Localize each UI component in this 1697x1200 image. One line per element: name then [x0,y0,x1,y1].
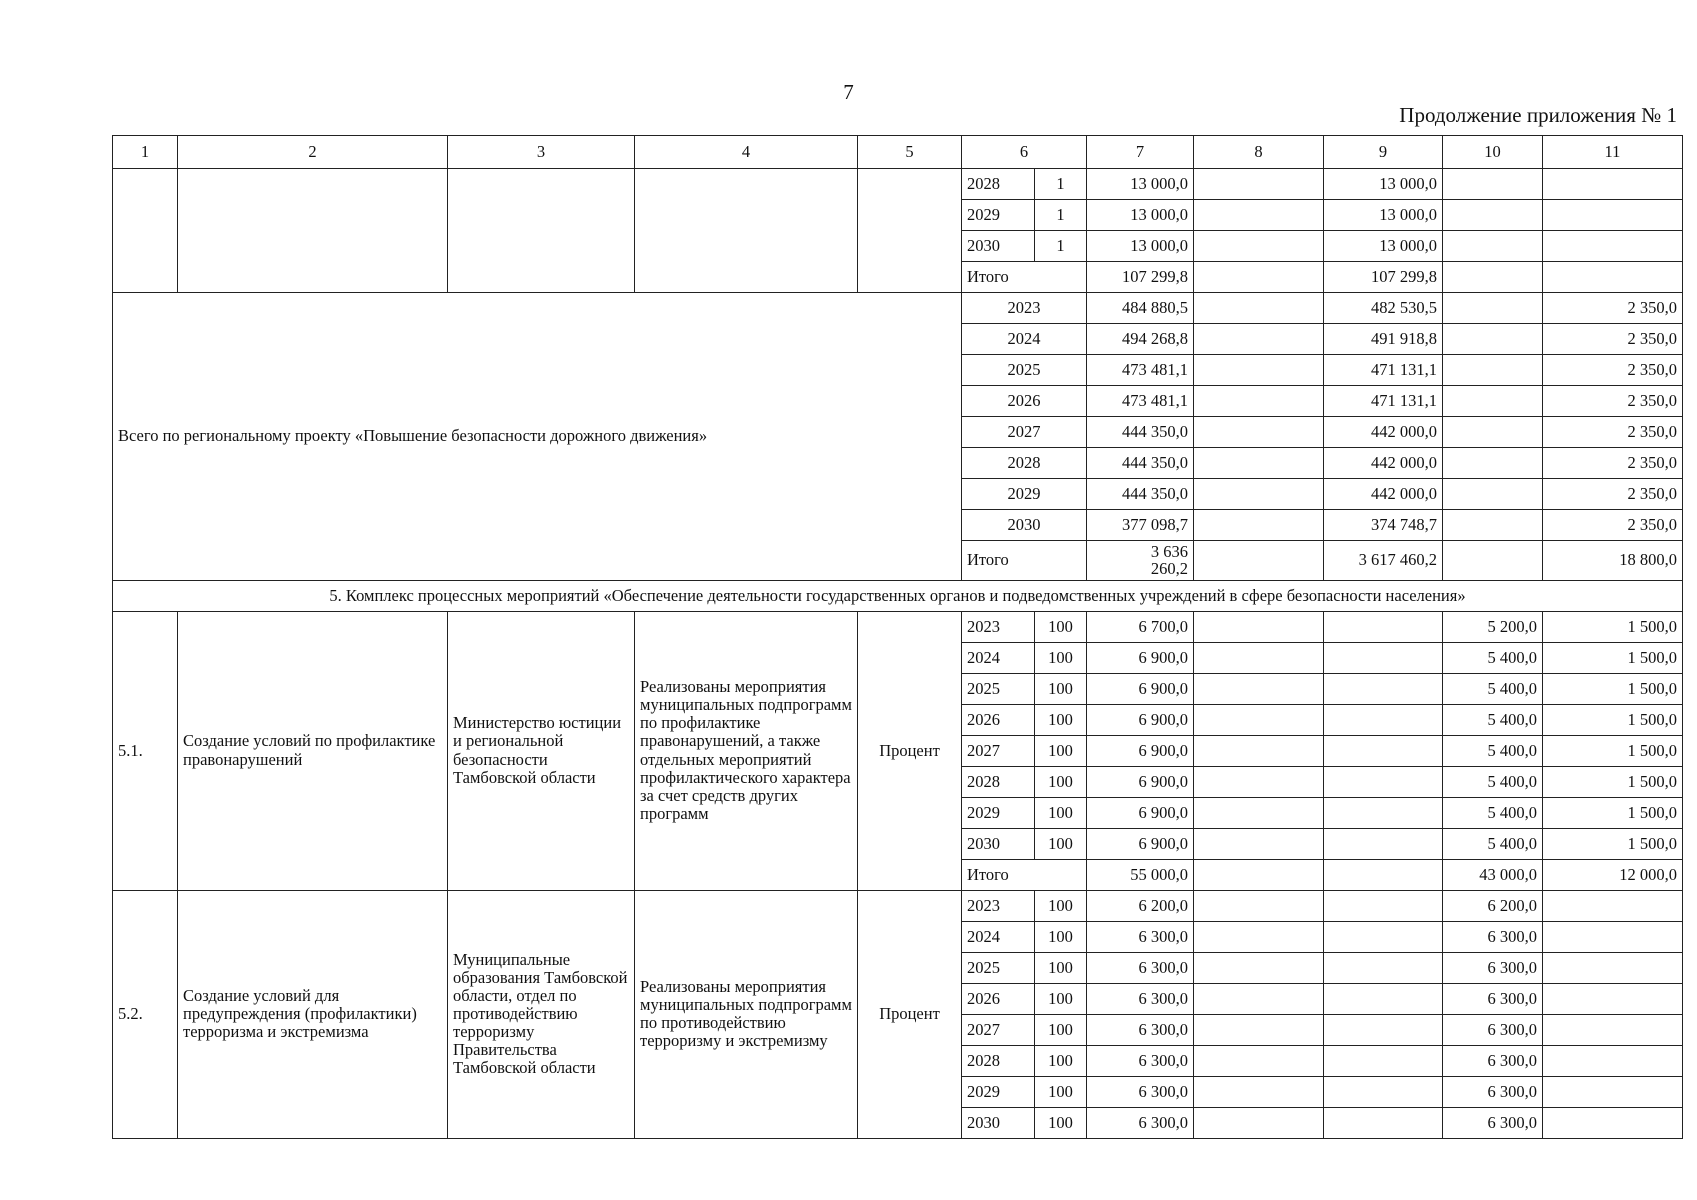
value-cell: 6 300,0 [1087,952,1194,983]
value-cell [1443,169,1543,200]
value-cell [1324,797,1443,828]
value-cell: 100 [1035,952,1087,983]
year-cell: 2023 [962,293,1087,324]
value-cell: 1 500,0 [1543,766,1683,797]
value-cell [1543,200,1683,231]
value-cell: 13 000,0 [1087,231,1194,262]
value-cell [1324,704,1443,735]
value-cell [1324,859,1443,890]
value-cell [1194,859,1324,890]
table-row [113,611,1683,642]
value-cell [1194,355,1324,386]
header-cell: 9 [1324,136,1443,169]
year-cell: 2024 [962,921,1035,952]
value-cell: 13 000,0 [1324,200,1443,231]
header-cell: 10 [1443,136,1543,169]
value-cell [1443,510,1543,541]
value-cell: 6 300,0 [1443,921,1543,952]
value-cell: 6 300,0 [1443,952,1543,983]
value-cell [1194,828,1324,859]
value-cell [1543,169,1683,200]
value-cell: 374 748,7 [1324,510,1443,541]
value-cell [1194,1107,1324,1138]
item-executor: Министерство юстиции и региональной безопасности Тамбовской области [448,611,635,890]
value-cell: 482 530,5 [1324,293,1443,324]
year-cell: 2023 [962,611,1035,642]
value-cell: 100 [1035,611,1087,642]
regional-total-label: Всего по региональному проекту «Повышение безопасности дорожного движения» [113,293,962,581]
value-cell: 12 000,0 [1543,859,1683,890]
value-cell: 6 300,0 [1087,1045,1194,1076]
year-cell: 2025 [962,952,1035,983]
value-cell: 2 350,0 [1543,417,1683,448]
value-cell [1324,1045,1443,1076]
value-cell: 6 900,0 [1087,642,1194,673]
value-cell [1194,673,1324,704]
value-cell: 3 617 460,2 [1324,541,1443,581]
year-cell: 2029 [962,200,1035,231]
header-cell: 3 [448,136,635,169]
value-cell: 6 900,0 [1087,766,1194,797]
header-cell: 5 [858,136,962,169]
value-cell [1324,1107,1443,1138]
value-cell: 1 [1035,200,1087,231]
value-cell [1194,448,1324,479]
program-table [112,135,1683,1139]
value-cell: 6 300,0 [1443,1045,1543,1076]
value-cell: 5 400,0 [1443,673,1543,704]
header-row [113,136,1683,169]
value-cell: 100 [1035,735,1087,766]
value-cell: 494 268,8 [1087,324,1194,355]
value-cell [1194,510,1324,541]
table-row [113,890,1683,921]
value-line: 3 636 [1150,542,1188,561]
value-cell: 1 [1035,169,1087,200]
value-cell [1194,417,1324,448]
value-cell [1194,169,1324,200]
value-cell: 13 000,0 [1087,200,1194,231]
header-cell: 2 [178,136,448,169]
value-cell: 6 200,0 [1443,890,1543,921]
value-cell [1194,704,1324,735]
value-cell: 5 400,0 [1443,766,1543,797]
value-cell [1324,766,1443,797]
value-cell: 5 400,0 [1443,735,1543,766]
value-cell: 100 [1035,1045,1087,1076]
value-cell: 5 200,0 [1443,611,1543,642]
year-cell: 2026 [962,386,1087,417]
value-cell: 6 700,0 [1087,611,1194,642]
header-cell: 4 [635,136,858,169]
value-cell: 100 [1035,890,1087,921]
year-cell: 2030 [962,828,1035,859]
value-cell [1324,890,1443,921]
value-cell [1194,797,1324,828]
value-cell [1087,541,1194,581]
value-cell: 100 [1035,673,1087,704]
value-cell [1324,952,1443,983]
value-cell: 13 000,0 [1324,231,1443,262]
table-row [113,169,1683,200]
year-cell: 2030 [962,231,1035,262]
value-cell: 1 500,0 [1543,611,1683,642]
section-title: 5. Комплекс процессных мероприятий «Обеспечение деятельности государственных органов и подведомственных учреждений в сфере безопасности населения» [113,580,1683,611]
value-cell [1194,983,1324,1014]
year-cell: 2028 [962,448,1087,479]
value-cell [1443,417,1543,448]
value-cell [1324,1014,1443,1045]
value-cell: 442 000,0 [1324,417,1443,448]
value-cell: 6 300,0 [1443,1014,1543,1045]
value-cell [1443,479,1543,510]
value-cell: 6 900,0 [1087,828,1194,859]
value-cell [1443,262,1543,293]
empty-cell [178,169,448,293]
value-cell [1443,200,1543,231]
value-cell: 444 350,0 [1087,448,1194,479]
value-cell [1194,642,1324,673]
header-cell: 7 [1087,136,1194,169]
section-row [113,580,1683,611]
value-cell [1443,355,1543,386]
value-cell: 6 300,0 [1087,1014,1194,1045]
empty-cell [113,169,178,293]
item-executor: Муниципальные образования Тамбовской области, отдел по противодействию терроризму Правительства Тамбовской области [448,890,635,1138]
value-cell [1543,983,1683,1014]
year-cell: 2028 [962,1045,1035,1076]
value-cell: 6 300,0 [1443,1076,1543,1107]
year-cell: 2030 [962,1107,1035,1138]
year-cell: 2027 [962,735,1035,766]
year-cell: 2025 [962,673,1035,704]
value-cell [1194,293,1324,324]
item-unit: Процент [858,890,962,1138]
value-cell: 43 000,0 [1443,859,1543,890]
value-cell [1324,673,1443,704]
value-cell [1324,828,1443,859]
total-label: Итого [962,262,1087,293]
value-cell: 377 098,7 [1087,510,1194,541]
value-cell: 6 300,0 [1087,921,1194,952]
value-cell [1194,890,1324,921]
value-cell: 100 [1035,797,1087,828]
value-cell [1543,1076,1683,1107]
value-cell [1324,921,1443,952]
value-cell: 1 [1035,231,1087,262]
value-cell [1543,1107,1683,1138]
value-cell: 2 350,0 [1543,510,1683,541]
value-cell: 444 350,0 [1087,417,1194,448]
value-cell [1324,611,1443,642]
value-cell: 6 300,0 [1087,983,1194,1014]
value-cell: 6 900,0 [1087,673,1194,704]
value-cell: 491 918,8 [1324,324,1443,355]
value-cell [1543,952,1683,983]
value-cell [1194,231,1324,262]
value-cell [1543,890,1683,921]
value-cell [1194,735,1324,766]
value-cell: 6 300,0 [1443,983,1543,1014]
value-cell: 100 [1035,642,1087,673]
item-unit: Процент [858,611,962,890]
value-cell: 444 350,0 [1087,479,1194,510]
header-cell: 8 [1194,136,1324,169]
value-cell [1194,921,1324,952]
item-name: Создание условий по профилактике правонарушений [178,611,448,890]
year-cell: 2028 [962,766,1035,797]
empty-cell [858,169,962,293]
value-cell: 6 900,0 [1087,797,1194,828]
value-cell [1543,1014,1683,1045]
value-cell: 5 400,0 [1443,642,1543,673]
item-result: Реализованы мероприятия муниципальных подпрограмм по противодействию терроризму и экстремизму [635,890,858,1138]
value-cell: 2 350,0 [1543,293,1683,324]
value-cell: 2 350,0 [1543,355,1683,386]
value-cell: 6 900,0 [1087,704,1194,735]
value-cell: 442 000,0 [1324,479,1443,510]
value-cell [1194,611,1324,642]
year-cell: 2029 [962,479,1087,510]
value-cell: 100 [1035,921,1087,952]
value-cell: 18 800,0 [1543,541,1683,581]
value-cell [1443,448,1543,479]
value-cell: 2 350,0 [1543,324,1683,355]
total-label: Итого [962,541,1087,581]
year-cell: 2024 [962,324,1087,355]
value-cell [1194,952,1324,983]
value-cell: 5 400,0 [1443,704,1543,735]
value-cell [1194,541,1324,581]
value-cell: 473 481,1 [1087,355,1194,386]
value-cell: 6 200,0 [1087,890,1194,921]
value-cell: 107 299,8 [1324,262,1443,293]
value-cell [1324,1076,1443,1107]
value-cell [1543,231,1683,262]
value-cell [1194,386,1324,417]
empty-cell [448,169,635,293]
value-cell: 1 500,0 [1543,704,1683,735]
value-cell [1443,231,1543,262]
header-cell: 11 [1543,136,1683,169]
value-cell: 2 350,0 [1543,448,1683,479]
value-cell: 100 [1035,1014,1087,1045]
year-cell: 2024 [962,642,1035,673]
value-cell: 100 [1035,704,1087,735]
value-cell: 13 000,0 [1087,169,1194,200]
item-name: Создание условий для предупреждения (профилактики) терроризма и экстремизма [178,890,448,1138]
year-cell: 2025 [962,355,1087,386]
value-cell [1443,386,1543,417]
value-cell [1443,541,1543,581]
value-cell: 442 000,0 [1324,448,1443,479]
year-cell: 2026 [962,704,1035,735]
continuation-heading: Продолжение приложения № 1 [1399,103,1677,127]
value-cell: 6 300,0 [1087,1107,1194,1138]
empty-cell [635,169,858,293]
value-cell: 1 500,0 [1543,797,1683,828]
value-cell: 5 400,0 [1443,828,1543,859]
value-cell [1194,262,1324,293]
value-cell [1324,642,1443,673]
value-cell: 107 299,8 [1087,262,1194,293]
year-cell: 2029 [962,1076,1035,1107]
value-cell: 471 131,1 [1324,386,1443,417]
value-cell: 2 350,0 [1543,479,1683,510]
value-cell: 1 500,0 [1543,828,1683,859]
value-cell: 5 400,0 [1443,797,1543,828]
value-cell [1543,1045,1683,1076]
value-cell [1324,983,1443,1014]
year-cell: 2027 [962,417,1087,448]
value-cell [1194,1045,1324,1076]
value-cell [1443,324,1543,355]
value-cell: 473 481,1 [1087,386,1194,417]
value-cell [1194,324,1324,355]
item-number: 5.1. [113,611,178,890]
header-cell: 1 [113,136,178,169]
value-cell: 100 [1035,1076,1087,1107]
value-cell: 13 000,0 [1324,169,1443,200]
year-cell: 2030 [962,510,1087,541]
value-cell [1194,766,1324,797]
value-cell: 100 [1035,983,1087,1014]
value-cell: 484 880,5 [1087,293,1194,324]
value-line: 260,2 [1150,559,1188,579]
value-cell: 100 [1035,766,1087,797]
year-cell: 2023 [962,890,1035,921]
value-cell [1194,1076,1324,1107]
item-number: 5.2. [113,890,178,1138]
item-result: Реализованы мероприятия муниципальных подпрограмм по профилактике правонарушений, а также отдельных мероприятий профилактического характера за счет средств других программ [635,611,858,890]
year-cell: 2026 [962,983,1035,1014]
value-cell: 6 300,0 [1087,1076,1194,1107]
year-cell: 2027 [962,1014,1035,1045]
value-cell [1543,262,1683,293]
value-cell: 1 500,0 [1543,673,1683,704]
value-cell: 55 000,0 [1087,859,1194,890]
year-cell: 2029 [962,797,1035,828]
year-cell: 2028 [962,169,1035,200]
value-cell [1194,479,1324,510]
value-cell [1443,293,1543,324]
value-cell: 6 300,0 [1443,1107,1543,1138]
value-cell: 2 350,0 [1543,386,1683,417]
value-cell [1543,921,1683,952]
header-cell: 6 [962,136,1087,169]
value-cell: 100 [1035,828,1087,859]
value-cell [1194,200,1324,231]
table-row [113,293,1683,324]
value-cell: 100 [1035,1107,1087,1138]
value-cell: 471 131,1 [1324,355,1443,386]
page-number: 7 [843,80,854,104]
value-cell [1194,1014,1324,1045]
value-cell: 6 900,0 [1087,735,1194,766]
value-cell [1324,735,1443,766]
value-cell: 1 500,0 [1543,642,1683,673]
total-label: Итого [962,859,1087,890]
value-cell: 1 500,0 [1543,735,1683,766]
